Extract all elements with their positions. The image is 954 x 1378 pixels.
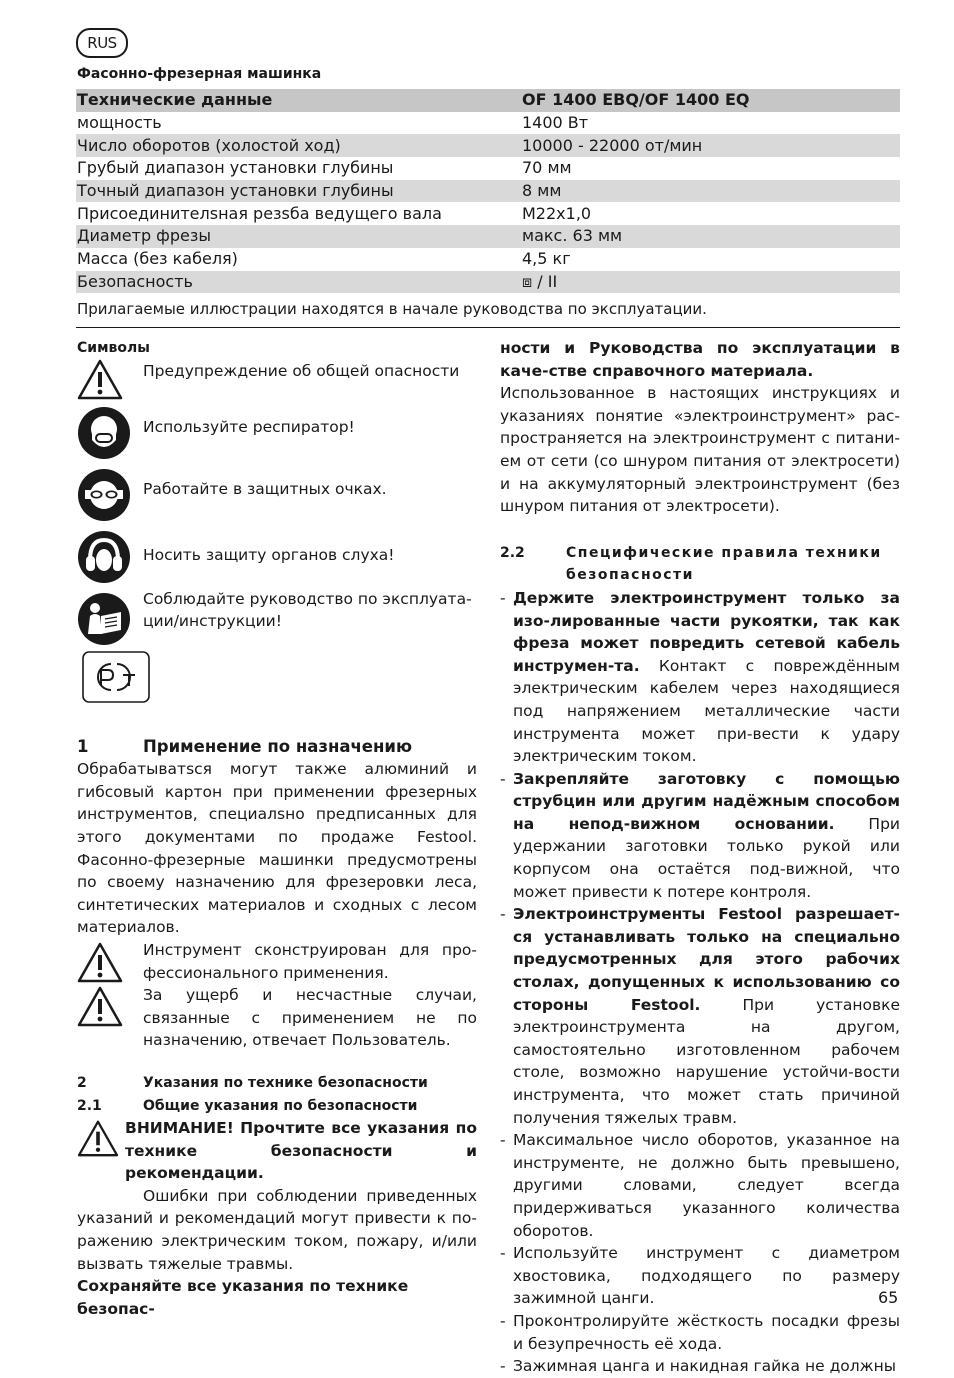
warning-text-professional: Инструмент сконструирован для про-фессионального применения. bbox=[143, 940, 477, 982]
symbol-text: Используйте респиратор! bbox=[143, 417, 355, 436]
table-row bbox=[76, 157, 900, 180]
save-instructions-cont: ности и Руководства по эксплуатации в каче-стве справочного материала. bbox=[500, 339, 900, 380]
section-2-2-heading bbox=[500, 542, 900, 587]
warning-triangle-icon bbox=[77, 1119, 119, 1157]
bullet-text: Зажимная цанга и накидная гайка не должны bbox=[513, 1357, 897, 1376]
right-column bbox=[500, 337, 900, 1378]
spec-value: 8 мм bbox=[522, 180, 900, 203]
spec-label: мощность bbox=[76, 112, 522, 135]
spec-table bbox=[76, 89, 900, 293]
section-number: 2 bbox=[77, 1074, 87, 1091]
safety-body: Ошибки при соблюдении приведенных указаний и рекомендаций могут привести к по-ражению электрическим током, пожару, и/или вызвать тяжелые травмы. bbox=[77, 1186, 477, 1273]
power-tool-term: Использованное в настоящих инструкциях и указаниях понятие «электроинструмент» рас-пространяется на электроинструмент с питани-ем от сети (со шнуром питания от электросети) и на аккумуляторный электроинструмент (без шнуром питания от электросети). bbox=[500, 384, 900, 516]
section-1-body: Обрабатыватsся могут также алюминий и гибсовый картон при применении фрезерных инструментов, специалsно предписанных для этого документами по продаже Festool. Фасонно-фрезерные машинки предусмотрены по своему назначению для фрезеровки леса, синтетических материалов и сходных с лесом материалов. bbox=[77, 760, 477, 937]
bullet-text: При установке электроинструмента на другом, самостоятельно изготовленном рабочем столе, возможно нарушение устойчи-вости инструмента, что может стать причиной получения тяжелых травм. bbox=[513, 995, 901, 1127]
save-instructions: Сохраняйте все указания по технике безопас- bbox=[77, 1277, 409, 1318]
section-2-1-heading bbox=[77, 1095, 477, 1118]
spec-label: Диаметр фрезы bbox=[76, 225, 522, 248]
bullet-bold: Закрепляйте заготовку с помощью струбцин или другим надёжным способом на непод-вижном основании. bbox=[513, 769, 900, 833]
section-title: Применение по назначению bbox=[143, 736, 413, 756]
section-number: 1 bbox=[77, 736, 89, 756]
spec-value: 10000 - 22000 от/мин bbox=[522, 134, 900, 157]
table-row bbox=[76, 134, 900, 157]
ear-protection-icon bbox=[77, 530, 131, 584]
symbol-row bbox=[77, 464, 477, 526]
symbols-heading: Символы bbox=[77, 340, 150, 356]
section-title: Общие указания по безопасности bbox=[143, 1097, 418, 1114]
section-number: 2.1 bbox=[77, 1097, 102, 1114]
section-1-heading bbox=[77, 736, 477, 759]
section-number: 2.2 bbox=[500, 544, 525, 561]
symbol-row bbox=[77, 360, 477, 402]
spec-value: макс. 63 мм bbox=[522, 225, 900, 248]
symbol-row bbox=[77, 526, 477, 588]
section-2-heading bbox=[77, 1072, 477, 1095]
symbol-text: Носить защиту органов слуха! bbox=[143, 545, 395, 564]
list-item: - Максимальное число оборотов, указанное на инструменте, не должно быть превышено, другими словами, следует всегда придерживаться указанного количества оборотов. bbox=[500, 1129, 900, 1242]
spec-label: Масса (без кабеля) bbox=[76, 248, 522, 271]
list-item: - Проконтролируйте жёсткость посадки фрезы и безупречность её хода. bbox=[500, 1310, 900, 1355]
document-title: Фасонно-фрезерная машинка bbox=[77, 66, 322, 82]
attention-block bbox=[77, 1117, 477, 1185]
symbol-text: Предупреждение об общей опасности bbox=[143, 361, 460, 380]
bullet-text: Контакт с повреждённым электрическим кабелем через находящиеся под напряжением металлические части инструмента может при-вести к удару электрическим током. bbox=[513, 656, 900, 766]
table-row bbox=[76, 202, 900, 225]
spec-head-label: Технические данные bbox=[76, 89, 522, 112]
symbol-row bbox=[77, 588, 477, 650]
spec-label: Точный диапазон установки глубины bbox=[76, 180, 522, 203]
bullet-text: Используйте инструмент с диаметром хвостовика, подходящего по размеру зажимной цанги. bbox=[513, 1244, 900, 1308]
warning-triangle-icon bbox=[77, 985, 123, 1027]
spec-head-model: OF 1400 EBQ/OF 1400 EQ bbox=[522, 89, 900, 112]
certification-row bbox=[77, 650, 477, 714]
spec-value: M22x1,0 bbox=[522, 202, 900, 225]
list-item: - Закрепляйте заготовку с помощью струбцин или другим надёжным способом на непод-вижном основании. При удержании заготовки только рукой или корпусом она остаётся под-вижной, что может привести к потере контроля. bbox=[500, 769, 900, 901]
spec-label: Безопасность bbox=[76, 271, 522, 294]
section-title: Специфические правила техники безопасности bbox=[566, 544, 882, 584]
bullet-bold: Держите электроинструмент только за изо-лированные части рукоятки, так как фреза может повредить сетевой кабель инструмен-та. bbox=[513, 588, 900, 675]
list-item: - Используйте инструмент с диаметром хвостовика, подходящего по размеру зажимной цанги. bbox=[500, 1242, 900, 1310]
spec-label: Грубый диапазон установки глубины bbox=[76, 157, 522, 180]
table-row bbox=[76, 271, 900, 294]
spec-label: Число оборотов (холостой ход) bbox=[76, 134, 522, 157]
goggles-icon bbox=[77, 468, 131, 522]
list-item: - Электроинструменты Festool разрешает-ся устанавливать только на специально предусмотренных для этого рабочих столах, допущенных к использованию со стороны Festool. При установке электроинструмента на другом, самостоятельно изготовленном рабочем столе, возможно нарушение устойчи-вости инструмента, что может стать причиной получения тяжелых травм. bbox=[500, 905, 901, 1127]
table-row bbox=[76, 225, 900, 248]
warning-block bbox=[77, 939, 477, 1052]
symbol-text: Работайте в защитных очках. bbox=[143, 479, 387, 498]
language-badge: RUS bbox=[76, 28, 128, 58]
bullet-text: Максимальное число оборотов, указанное на инструменте, не должно быть превышено, другими словами, следует всегда придерживаться указанного количества оборотов. bbox=[513, 1131, 900, 1240]
symbol-row bbox=[77, 402, 477, 464]
manual-icon bbox=[77, 592, 131, 646]
page-number: 65 bbox=[878, 1288, 899, 1307]
symbol-text: Соблюдайте руководство по эксплуата-ции/инструкции! bbox=[143, 589, 472, 631]
respirator-icon bbox=[77, 406, 131, 460]
left-column bbox=[77, 337, 477, 1320]
section-title: Указания по технике безопасности bbox=[143, 1074, 428, 1091]
illustration-note: Прилагаемые иллюстрации находятся в начале руководства по эксплуатации. bbox=[77, 300, 707, 318]
table-row bbox=[76, 248, 900, 271]
warning-triangle-icon bbox=[77, 941, 123, 983]
bullet-text: Проконтролируйте жёсткость посадки фрезы и безупречность её хода. bbox=[513, 1311, 900, 1353]
spec-value: ⧈ / II bbox=[522, 271, 900, 294]
divider bbox=[76, 327, 900, 328]
pct-certification-icon bbox=[81, 650, 151, 704]
spec-value: 1400 Вт bbox=[522, 112, 900, 135]
table-row bbox=[76, 180, 900, 203]
list-item: - Держите электроинструмент только за изо-лированные части рукоятки, так как фреза может повредить сетевой кабель инструмен-та. Контакт с повреждённым электрическим кабелем через находящиеся под напряжением металлические части инструмента может при-вести к удару электрическим током. bbox=[500, 588, 900, 766]
spec-label: Присоединителsная резsба ведущего вала bbox=[76, 202, 522, 225]
spec-value: 4,5 кг bbox=[522, 248, 900, 271]
spec-value: 70 мм bbox=[522, 157, 900, 180]
warning-triangle-icon bbox=[77, 358, 123, 400]
list-item: - Зажимная цанга и накидная гайка не должны bbox=[500, 1355, 900, 1378]
bullet-text: При удержании заготовки только рукой или корпусом она остаётся под-вижной, что может привести к потере контроля. bbox=[513, 814, 900, 901]
attention-text: ВНИМАНИЕ! Прочтите все указания по технике безопасности и рекомендации. bbox=[125, 1119, 477, 1183]
warning-text-liability: За ущерб и несчастные случаи, связанные с применением не по назначению, отвечает Пользователь. bbox=[143, 986, 477, 1050]
table-row bbox=[76, 112, 900, 135]
bullet-bold: Электроинструменты Festool разрешает-ся устанавливать только на специально предусмотренных для этого рабочих столах, допущенных к использованию со стороны Festool. bbox=[513, 905, 900, 1014]
spec-table-header bbox=[76, 89, 900, 112]
